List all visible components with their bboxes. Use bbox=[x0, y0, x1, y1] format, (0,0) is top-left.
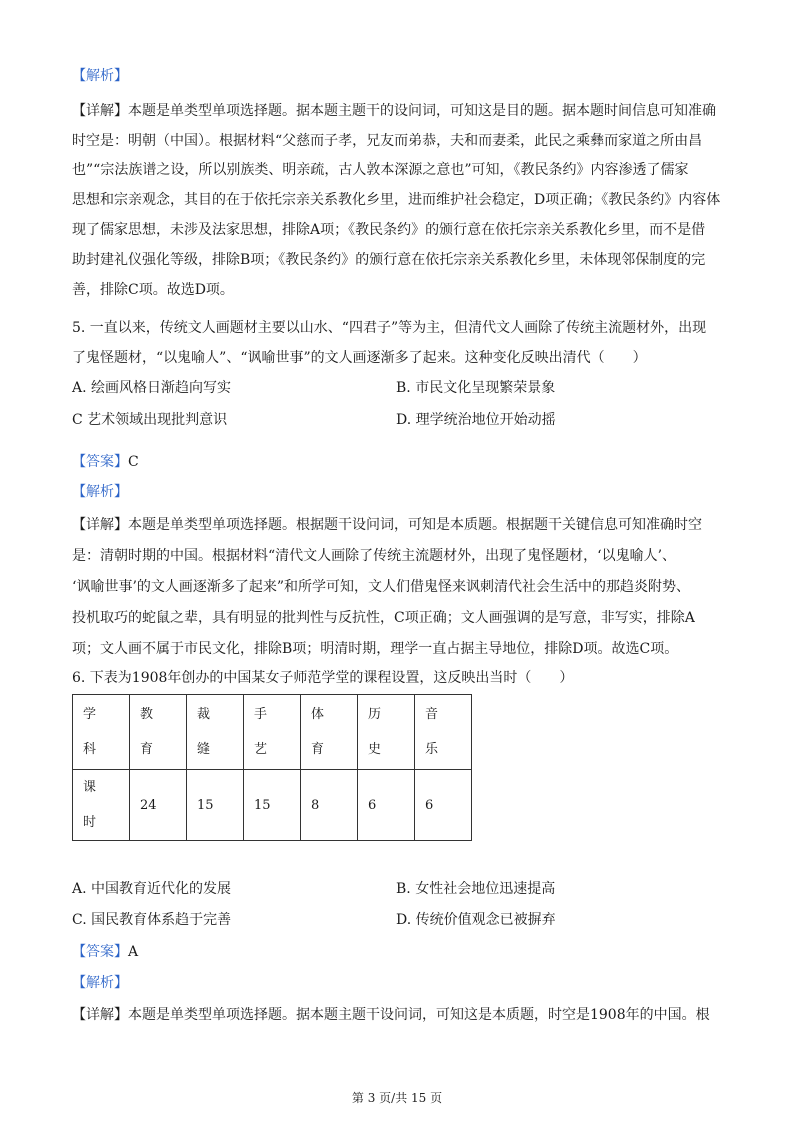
analysis-heading: 【解析】 bbox=[72, 68, 128, 84]
q5-option-c: C 艺术领域出现批判意识 bbox=[72, 412, 228, 428]
table-cell: 6 bbox=[358, 770, 415, 841]
table-cell: 学 科 bbox=[73, 695, 130, 770]
table-cell: 15 bbox=[187, 770, 244, 841]
course-table bbox=[72, 694, 472, 841]
answer-value: C bbox=[128, 454, 139, 470]
q6-option-a: A. 中国教育近代化的发展 bbox=[72, 881, 232, 897]
detail-line: 是：清朝时期的中国。根据材料“清代文人画除了传统主流题材外，出现了鬼怪题材，‘以鬼喻人’、 bbox=[72, 548, 677, 564]
table-cell: 手 艺 bbox=[244, 695, 301, 770]
q5-answer bbox=[72, 452, 139, 472]
q5-option-a: A. 绘画风格日渐趋向写实 bbox=[72, 380, 232, 396]
table-cell: 15 bbox=[244, 770, 301, 841]
analysis-heading: 【解析】 bbox=[72, 484, 128, 500]
table-row bbox=[73, 695, 472, 770]
detail-line: ‘讽喻世事’的文人画逐渐多了起来”和所学可知，文人们借鬼怪来讽刺清代社会生活中的那趋炎附势、 bbox=[72, 579, 691, 595]
answer-heading: 【答案】 bbox=[72, 454, 128, 470]
q5-option-d: D. 理学统治地位开始动摇 bbox=[396, 412, 556, 428]
detail-line: 【详解】本题是单类型单项选择题。据本题主题干设问词，可知这是本质题，时空是1908年的中国。根 bbox=[72, 1007, 710, 1023]
answer-heading: 【答案】 bbox=[72, 944, 128, 960]
table-row bbox=[73, 770, 472, 841]
page-footer: 第 3 页/共 15 页 bbox=[351, 1091, 443, 1105]
detail-line: 助封建礼仪强化等级，排除B项；《教民条约》的颁行意在依托宗亲关系教化乡里，未体现邻保制度的完 bbox=[72, 252, 706, 268]
detail-line: 投机取巧的蛇鼠之辈，具有明显的批判性与反抗性，C项正确；文人画强调的是写意，非写实，排除A bbox=[72, 610, 695, 626]
question-6-stem: 6. 下表为1908年创办的中国某女子师范学堂的课程设置，这反映出当时（ ） bbox=[72, 670, 574, 686]
question-5-stem: 5. 一直以来，传统文人画题材主要以山水、“四君子”等为主，但清代文人画除了传统主流题材外，出现 bbox=[72, 320, 707, 336]
question-5-stem: 了鬼怪题材，“以鬼喻人”、“讽喻世事”的文人画逐渐多了起来。这种变化反映出清代（ ） bbox=[72, 350, 647, 366]
q5-option-b: B. 市民文化呈现繁荣景象 bbox=[396, 380, 556, 396]
detail-line: 【详解】本题是单类型单项选择题。根据题干设问词，可知是本质题。根据题干关键信息可知准确时空 bbox=[72, 517, 702, 533]
q6-option-d: D. 传统价值观念已被摒弃 bbox=[396, 912, 556, 928]
table-cell: 音 乐 bbox=[415, 695, 472, 770]
detail-line: 现了儒家思想，未涉及法家思想，排除A项；《教民条约》的颁行意在依托宗亲关系教化乡里，而不是借 bbox=[72, 222, 706, 238]
detail-line: 善，排除C项。故选D项。 bbox=[72, 282, 234, 298]
analysis-heading: 【解析】 bbox=[72, 975, 128, 991]
table-cell: 历 史 bbox=[358, 695, 415, 770]
table-cell: 24 bbox=[130, 770, 187, 841]
q6-option-b: B. 女性社会地位迅速提高 bbox=[396, 881, 556, 897]
table-cell: 体 育 bbox=[301, 695, 358, 770]
q6-option-c: C. 国民教育体系趋于完善 bbox=[72, 912, 232, 928]
answer-value: A bbox=[128, 944, 139, 960]
table-cell: 8 bbox=[301, 770, 358, 841]
detail-line: 时空是：明朝（中国）。根据材料“父慈而子孝，兄友而弟恭，夫和而妻柔，此民之乘彝而家道之所由昌 bbox=[72, 133, 703, 149]
table-cell: 教 育 bbox=[130, 695, 187, 770]
q6-answer bbox=[72, 942, 138, 962]
detail-line: 【详解】本题是单类型单项选择题。据本题主题干的设问词，可知这是目的题。据本题时间信息可知准确 bbox=[72, 103, 716, 119]
table-cell: 裁 缝 bbox=[187, 695, 244, 770]
table-cell: 课 时 bbox=[73, 770, 130, 841]
detail-line: 也”“宗法族谱之设，所以别族类、明亲疏，古人敦本深源之意也”可知，《教民条约》内容渗透了儒家 bbox=[72, 162, 689, 178]
detail-line: 项；文人画不属于市民文化，排除B项；明清时期，理学一直占据主导地位，排除D项。故选C项。 bbox=[72, 641, 679, 657]
detail-line: 思想和宗亲观念，其目的在于依托宗亲关系教化乡里，进而维护社会稳定，D项正确；《教民条约》内容体 bbox=[72, 192, 721, 208]
table-cell: 6 bbox=[415, 770, 472, 841]
